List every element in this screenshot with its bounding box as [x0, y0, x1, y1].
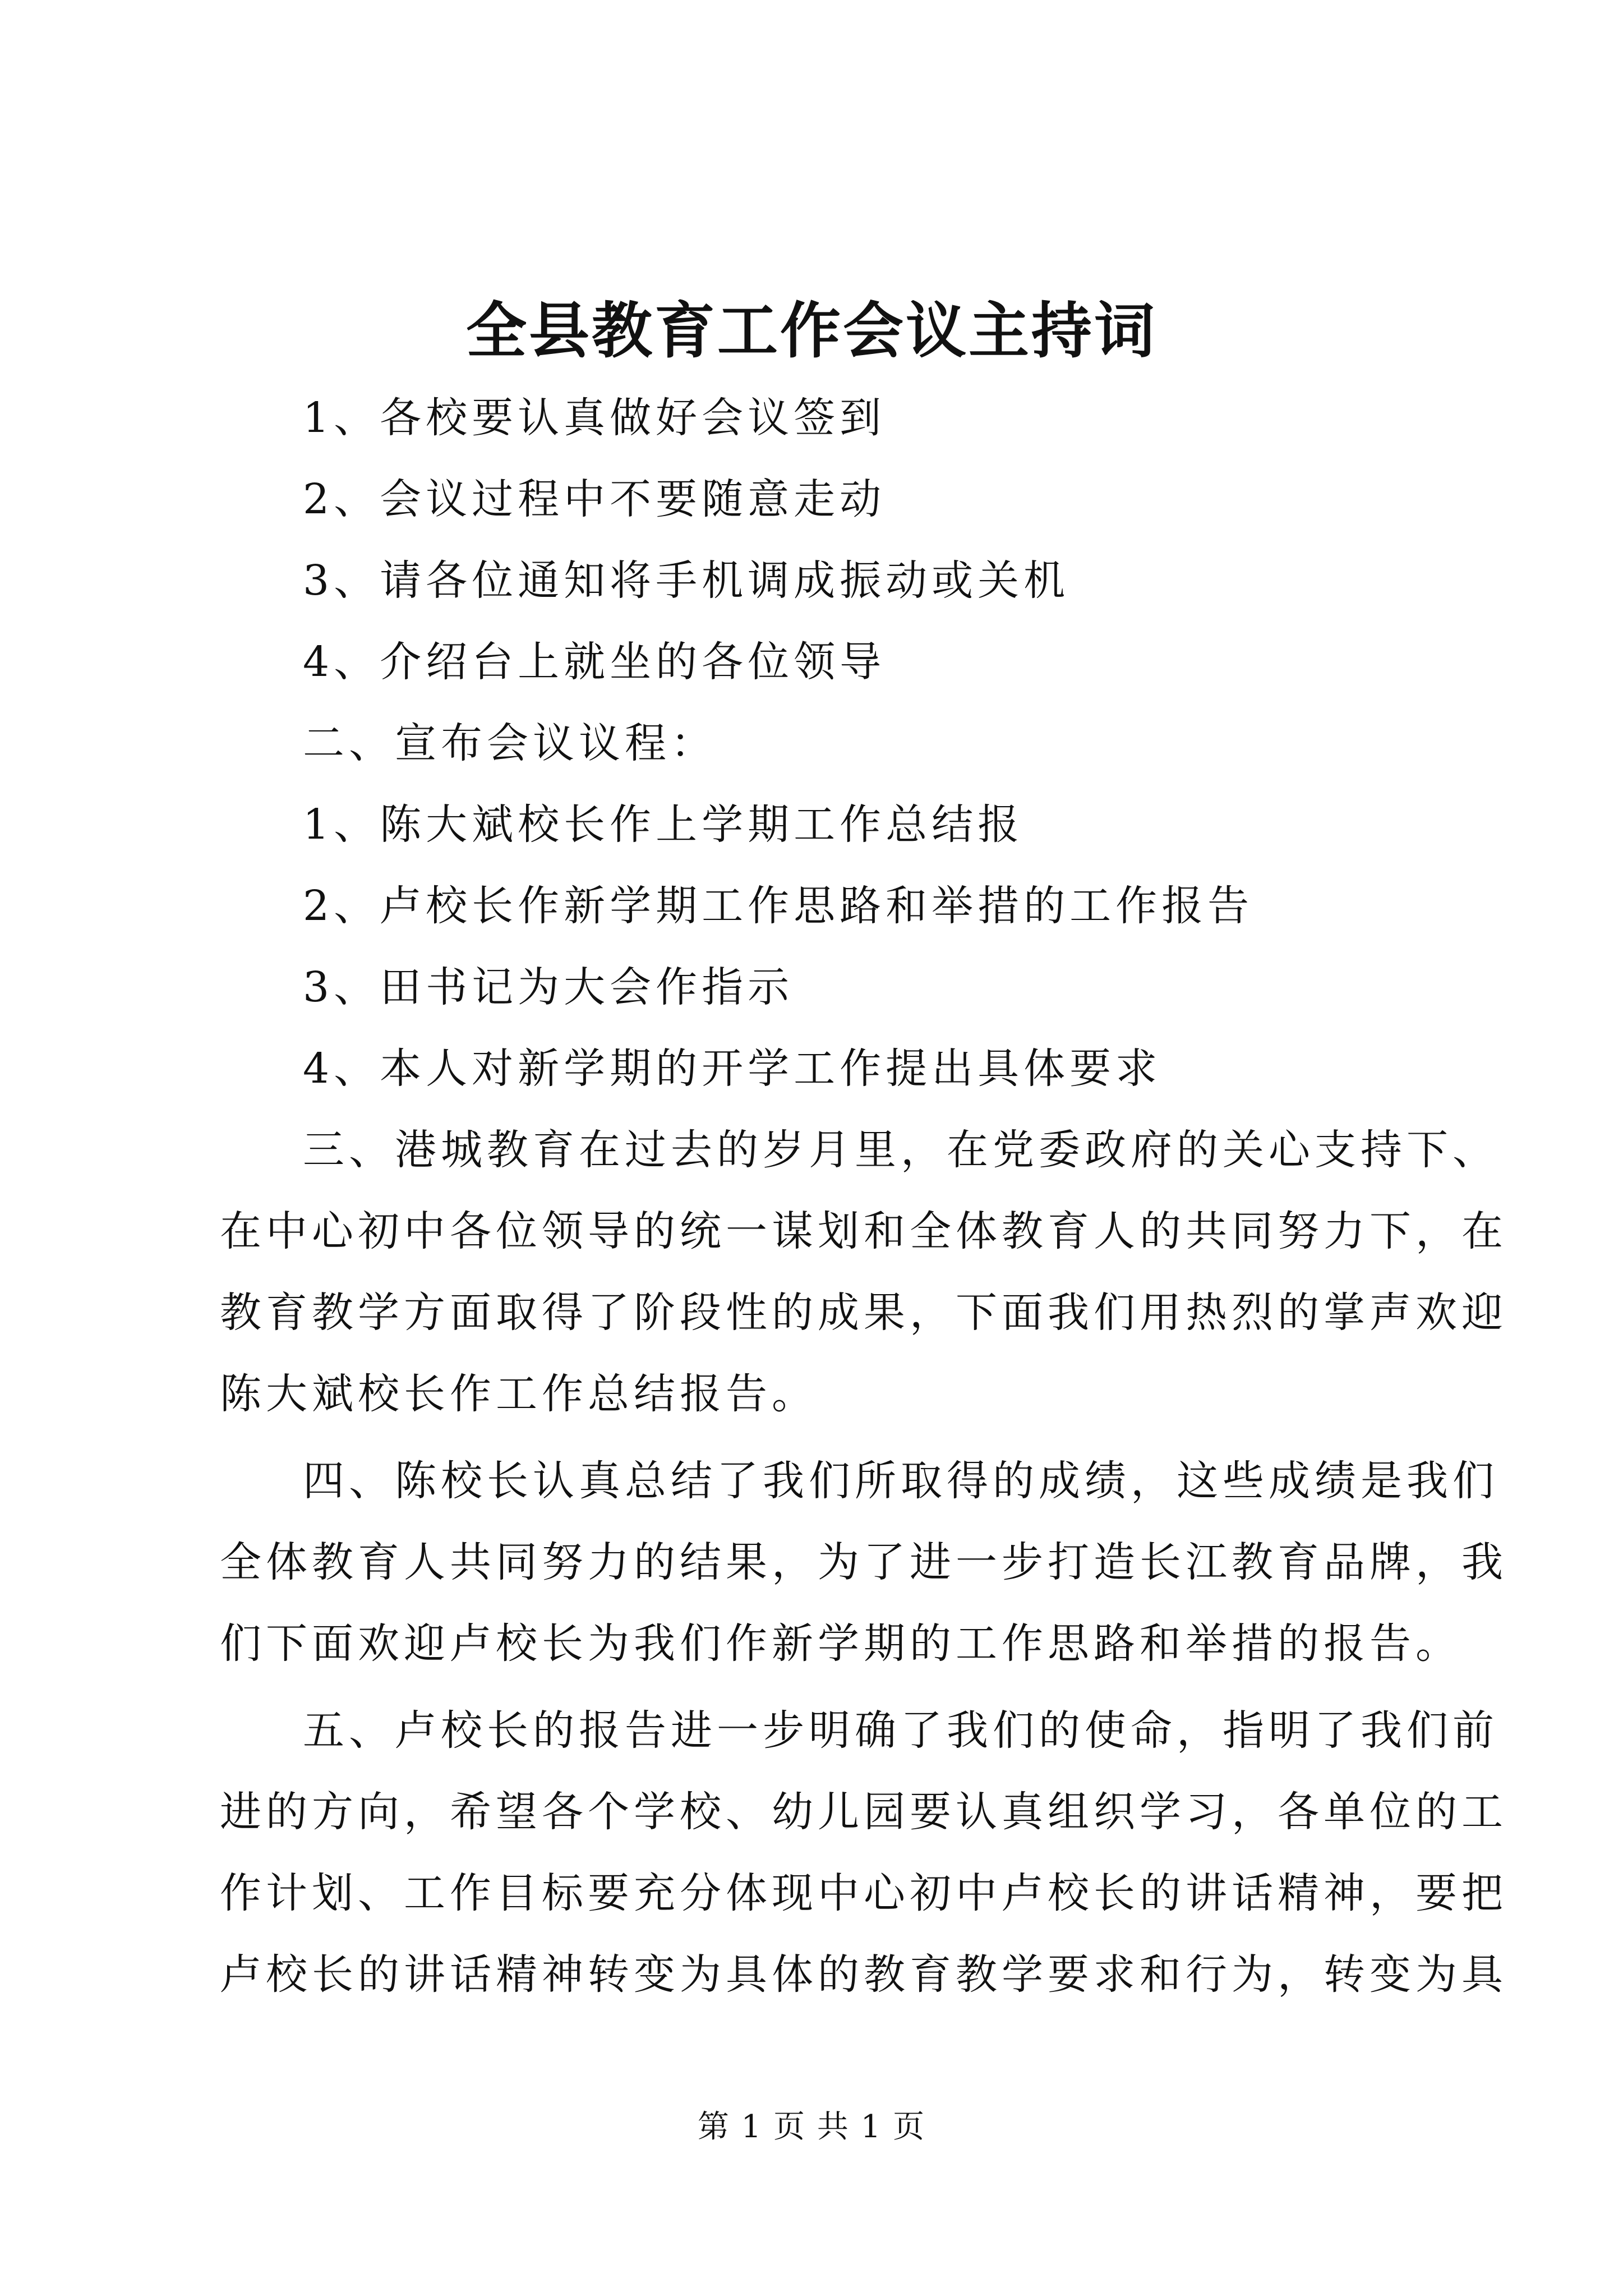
agenda-line: 2、卢校长作新学期工作思路和举措的工作报告 — [303, 882, 1254, 930]
paragraph-line: 陈大斌校长作工作总结报告。 — [220, 1370, 818, 1418]
paragraph-line: 三、港城教育在过去的岁月里，在党委政府的关心支持下、 — [303, 1126, 1498, 1174]
page-footer: 第 1 页 共 1 页 — [697, 2109, 926, 2145]
agenda-line: 1、陈大斌校长作上学期工作总结报 — [303, 800, 1024, 849]
agenda-line: 4、本人对新学期的开学工作提出具体要求 — [303, 1045, 1162, 1093]
paragraph-line: 全体教育人共同努力的结果，为了进一步打造长江教育品牌，我 — [220, 1538, 1507, 1586]
paragraph-line: 们下面欢迎卢校长为我们作新学期的工作思路和举措的报告。 — [220, 1619, 1461, 1668]
agenda-line: 3、请各位通知将手机调成振动或关机 — [303, 556, 1070, 605]
agenda-line: 3、田书记为大会作指示 — [303, 963, 794, 1011]
paragraph-line: 四、陈校长认真总结了我们所取得的成绩，这些成绩是我们 — [303, 1457, 1498, 1505]
paragraph-line: 作计划、工作目标要充分体现中心初中卢校长的讲话精神，要把 — [220, 1869, 1507, 1917]
agenda-line: 4、介绍台上就坐的各位领导 — [303, 638, 886, 686]
paragraph-line: 进的方向，希望各个学校、幼儿园要认真组织学习，各单位的工 — [220, 1788, 1507, 1836]
paragraph-line: 五、卢校长的报告进一步明确了我们的使命，指明了我们前 — [303, 1706, 1498, 1755]
paragraph-line: 卢校长的讲话精神转变为具体的教育教学要求和行为，转变为具 — [220, 1950, 1507, 1999]
document-title: 全县教育工作会议主持词 — [465, 296, 1157, 366]
section-heading: 二、宣布会议议程： — [303, 719, 717, 767]
agenda-line: 2、会议过程中不要随意走动 — [303, 475, 886, 523]
paragraph-line: 教育教学方面取得了阶段性的成果，下面我们用热烈的掌声欢迎 — [220, 1289, 1507, 1337]
paragraph-line: 在中心初中各位领导的统一谋划和全体教育人的共同努力下，在 — [220, 1207, 1507, 1255]
agenda-line: 1、各校要认真做好会议签到 — [303, 394, 886, 442]
